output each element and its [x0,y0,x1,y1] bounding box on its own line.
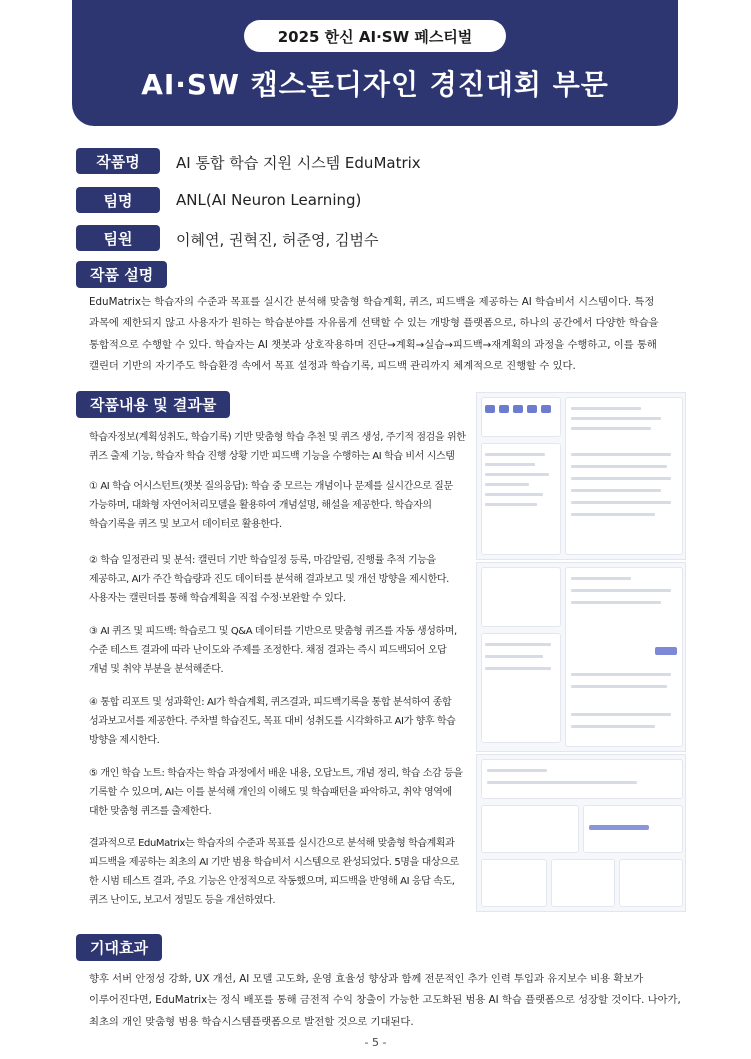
notes-screenshot [476,754,686,912]
conclusion-line: 결과적으로 EduMatrix는 학습자의 수준과 목표를 실시간으로 분석해 맞춤형 학습계획과 [89,838,455,849]
detail-line [571,407,641,410]
chat-panel [481,443,561,555]
effects-heading: 기대효과 [76,934,162,961]
team-value: ANL(AI Neuron Learning) [176,191,362,209]
item5-line: 기록할 수 있으며, AI는 이를 분석해 개인의 이해도 및 학습패턴을 파악하고, 취약 영역에 [89,787,452,798]
detail-line [571,465,667,468]
detail-line [571,489,661,492]
item2-line: 제공하고, AI가 주간 학습량과 진도 데이터를 분석해 결과보고 및 개선 방향을 제시한다. [89,574,449,585]
calendar-screenshot [476,392,686,560]
feedback-line [485,667,551,670]
members-value: 이혜연, 권혁진, 허준영, 김범수 [176,231,379,249]
conclusion-line: 한 시범 테스트 결과, 주요 기능은 안정적으로 작동했으며, 피드백을 반영해 AI 응답 속도, [89,876,455,887]
header-subtitle: 2025 한신 AI·SW 페스티벌 [244,20,506,52]
chat-line [485,503,537,506]
description-line: 통합적으로 수행할 수 있다. 학습자는 AI 챗봇과 상호작용하며 진단→계획→실습→피드백→재계획의 과정을 수행하고, 이를 통해 [89,338,657,351]
report-panel [565,567,683,747]
report-line [571,713,671,716]
results-item-3 [89,622,464,679]
calendar-event [527,405,537,413]
results-heading: 작품내용 및 결과물 [76,391,230,418]
item2-line: ② 학습 일정관리 및 분석: 캘린더 기반 학습일정 등록, 마감알림, 진행률 추적 기능을 [89,555,436,566]
item2-line: 사용자는 캘린더를 통해 학습계획을 직접 수정·보완할 수 있다. [89,593,346,604]
notes-line [487,781,637,784]
item4-line: ④ 통합 리포트 및 성과확인: AI가 학습계획, 퀴즈결과, 피드백기록을 통합 분석하여 종합 [89,697,452,708]
item1-line: 학습기록을 퀴즈 및 보고서 데이터로 활용한다. [89,519,282,530]
calendar-event [541,405,551,413]
chat-line [485,483,529,486]
effects-line: 향후 서버 안정성 강화, UX 개선, AI 모델 고도화, 운영 효율성 향상과 함께 전문적인 추가 인력 투입과 유지보수 비용 확보가 [89,973,644,985]
description-line: EduMatrix는 학습자의 수준과 목표를 실시간 분석해 맞춤형 학습계획, 퀴즈, 피드백을 제공하는 AI 학습비서 시스템이다. 특정 [89,296,655,308]
results-intro-line: 퀴즈 출제 기능, 학습자 학습 진행 상황 기반 피드백 기능을 수행하는 AI 학습 비서 시스템 [89,451,455,462]
item3-line: ③ AI 퀴즈 및 피드백: 학습로그 및 Q&A 데이터를 기반으로 맞춤형 퀴즈를 자동 생성하며, [89,626,457,637]
notes-header-card [481,759,683,799]
detail-line [571,513,655,516]
page-number: - 5 - [364,1036,387,1049]
work-value: AI 통합 학습 지원 시스템 EduMatrix [176,154,421,172]
results-item-2 [89,551,464,608]
team-label: 팀명 [76,187,160,213]
description-heading: 작품 설명 [76,261,167,288]
stats-card [481,859,547,907]
results-item-5 [89,764,464,821]
notes-line [487,769,547,772]
report-screenshot [476,562,686,752]
results-item-1 [89,477,464,534]
chat-line [485,493,543,496]
results-intro-line: 학습자정보(계획성취도, 학습기록) 기반 맞춤형 학습 추천 및 퀴즈 생성, 주기적 점검을 위한 [89,432,466,443]
results-intro [89,428,464,466]
description-line: 캘린더 기반의 자기주도 학습환경 속에서 목표 설정과 학습기록, 피드백 관리까지 체계적으로 진행할 수 있다. [89,359,576,372]
chat-line [485,463,535,466]
effects-text [89,969,689,1033]
feedback-line [485,655,543,658]
detail-line [571,417,661,420]
conclusion-line: 퀴즈 난이도, 보고서 정밀도 등을 개선하였다. [89,895,276,906]
report-line [571,673,671,676]
feedback-card [481,633,561,743]
item3-line: 개념 및 취약 부분을 분석해준다. [89,664,224,675]
effects-line: 이루어진다면, EduMatrix는 정식 배포를 통해 금전적 수익 창출이 가능한 고도화된 범용 AI 학습 플랫폼으로 성장할 것이다. 나아가, [89,994,681,1007]
item1-line: ① AI 학습 어시스턴트(챗봇 질의응답): 학습 중 모르는 개념이나 문제를 실시간으로 질문 [89,481,453,492]
header-banner [72,0,678,126]
item5-line: 대한 맞춤형 퀴즈를 출제한다. [89,806,212,817]
notes-card [481,805,579,853]
header-title: AI·SW 캡스톤디자인 경진대회 부문 [141,68,609,101]
report-line [571,725,655,728]
conclusion-line: 피드백을 제공하는 최초의 AI 기반 범용 학습비서 시스템으로 완성되었다. 5명을 대상으로 [89,857,459,868]
progress-bar [589,825,649,830]
chart-card [551,859,615,907]
item4-line: 방향을 제시한다. [89,735,160,746]
calendar-card [481,397,561,437]
item3-line: 수준 테스트 결과에 따라 난이도와 주제를 조정한다. 채점 결과는 즉시 피드백되어 오답 [89,645,447,656]
report-line [571,589,671,592]
detail-line [571,501,671,504]
report-line [571,685,667,688]
description-line: 과목에 제한되지 않고 사용자가 원하는 학습분야를 자유롭게 선택할 수 있는 개방형 플랫폼으로, 하나의 공간에서 다양한 학습을 [89,317,659,330]
feedback-line [485,643,551,646]
chat-line [485,473,549,476]
item5-line: ⑤ 개인 학습 노트: 학습자는 학습 과정에서 배운 내용, 오답노트, 개념 정리, 학습 소감 등을 [89,768,463,779]
detail-panel [565,397,683,555]
item4-line: 성과보고서를 제공한다. 주차별 학습진도, 목표 대비 성취도를 시각화하고 AI가 향후 학습 [89,716,456,727]
results-conclusion [89,834,464,910]
report-line [571,577,631,580]
calendar-event [485,405,495,413]
report-line [571,601,661,604]
chat-line [485,453,545,456]
results-item-4 [89,693,464,750]
item1-line: 가능하며, 대화형 자연어처리모델을 활용하여 개념설명, 해설을 제공한다. 학습자의 [89,500,432,511]
detail-line [571,453,671,456]
detail-line [571,477,671,480]
effects-line: 최초의 개인 맞춤형 범용 학습시스템플랫폼으로 발전할 것으로 기대된다. [89,1015,414,1028]
report-button [655,647,677,655]
description-text [89,292,689,377]
members-label: 팀원 [76,225,160,251]
goal-card [619,859,683,907]
detail-line [571,427,651,430]
work-label: 작품명 [76,148,160,174]
calendar-event [499,405,509,413]
quiz-card [481,567,561,627]
calendar-event [513,405,523,413]
